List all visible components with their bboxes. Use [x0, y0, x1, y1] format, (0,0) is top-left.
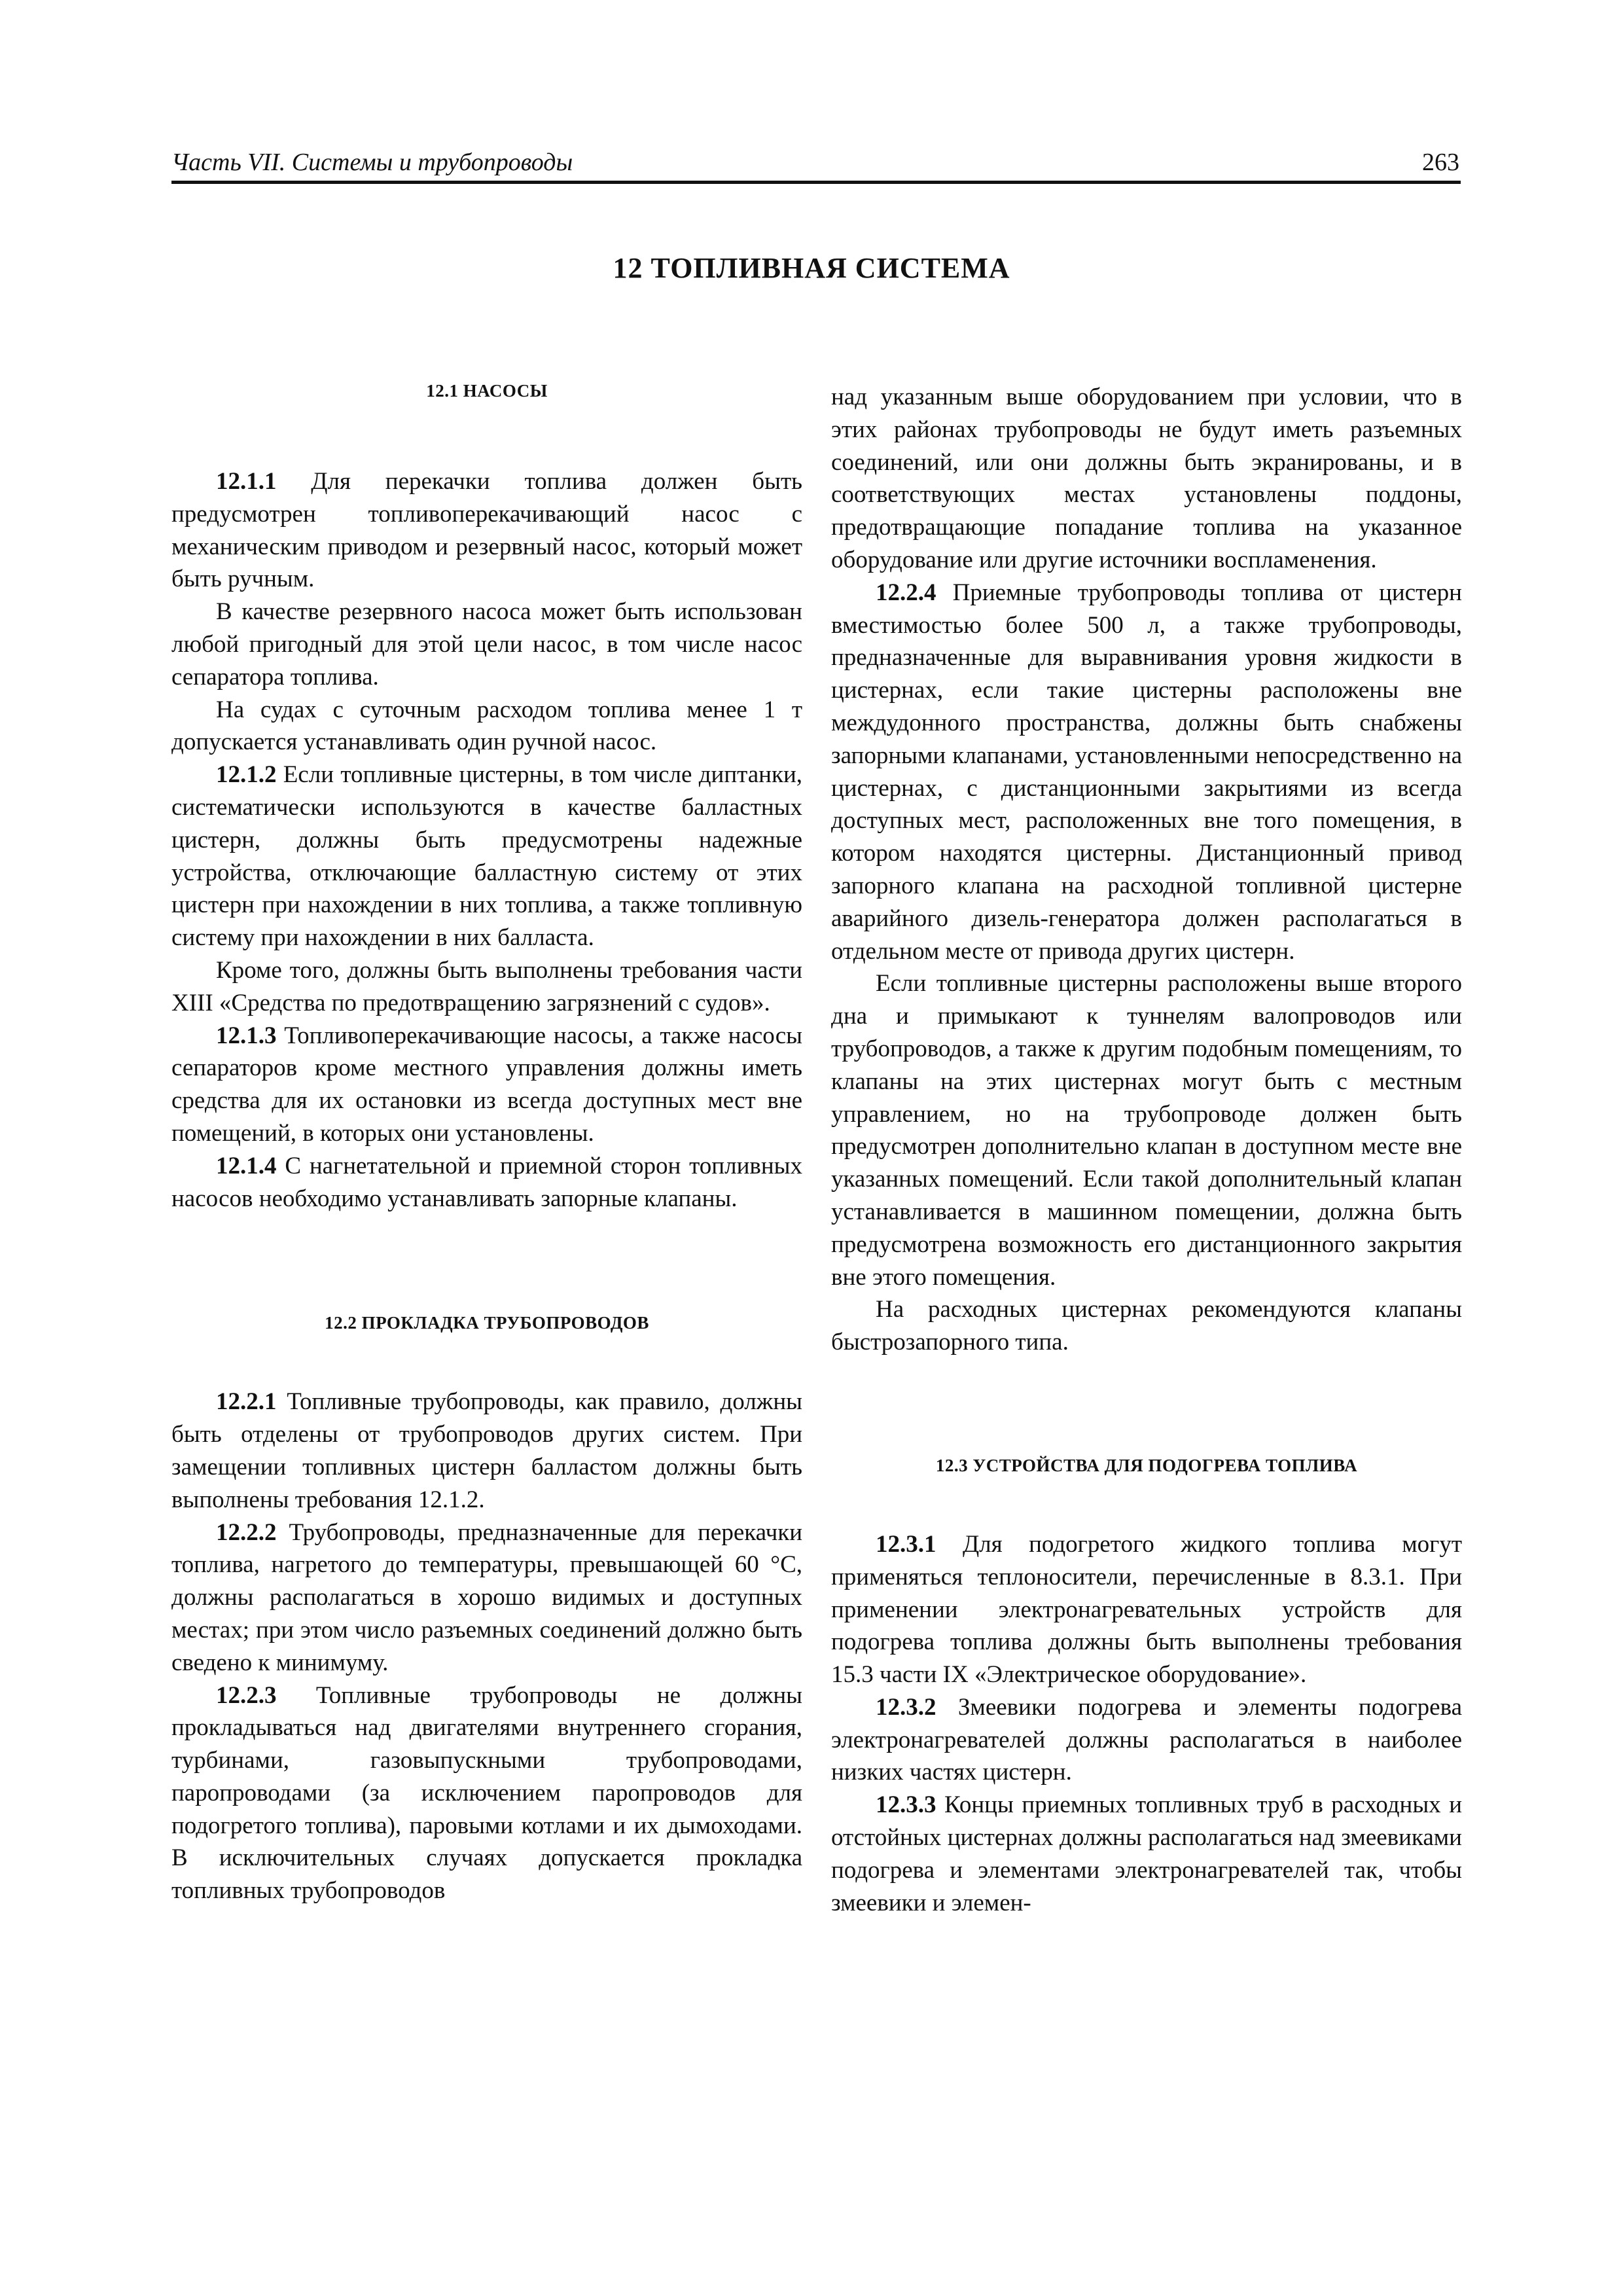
paragraph-number: 12.3.1 [876, 1530, 936, 1558]
paragraph-text: Приемные трубопроводы топлива от цистерн вместимостью более 500 л, а также трубопроводы, предназначенные для выравнивания уровня жидкости в цистернах, если такие цистерны расположены вне междудонного пространства, должны быть снабжены запорными клапанами, установленными непосредственно на цистернах, с дистанционными закрытиями из всегда доступных мест, расположенных вне того помещения, в котором находятся цистерны. Дистанционный привод запорного клапана на расходной топливной цистерне аварийного дизель-генератора должен располагаться в отдельном месте от привода других цистерн. [831, 579, 1462, 965]
paragraph-text: Змеевики подогрева и элементы подогрева электронагревателей должны располагаться в наиболее низких частях цистерн. [831, 1693, 1462, 1786]
paragraph-12-3-3 [831, 1789, 1462, 1919]
paragraph-12-2-2 [171, 1516, 802, 1679]
header-title: Часть VII. Системы и трубопроводы [171, 149, 573, 176]
paragraph-number: 12.3.3 [876, 1791, 936, 1819]
paragraph-12-2-4 [831, 577, 1462, 968]
running-header [171, 143, 1461, 184]
chapter-title: 12 ТОПЛИВНАЯ СИСТЕМА [613, 252, 1010, 284]
paragraph-text: Для подогретого жидкого топлива могут применяться теплоносители, перечисленные в 8.3.1. При применении электронагревательных устройств для подогрева топлива должны быть выполнены требования 15.3 части IX «Электрическое оборудование». [831, 1530, 1462, 1689]
paragraph-number: 12.3.2 [876, 1693, 936, 1721]
section-title-12-1: 12.1 НАСОСЫ [426, 381, 548, 401]
paragraph-12-1-2 [171, 759, 802, 954]
paragraph-reserve-pump: В качестве резервного насоса может быть использован любой пригодный для этой цели насос, в том числе насос сепаратора топлива. [171, 598, 802, 691]
paragraph-12-1-3 [171, 1020, 802, 1150]
paragraph-tanks-above: Если топливные цистерны расположены выше второго дна и примыкают к туннелям валопроводов или трубопроводов, а также к другим подобным помещениям, то клапаны на этих цистернах могут быть с местным управлением, но на трубопроводе должен быть предусмотрен дополнительно клапан в доступном месте вне указанных помещений. Если такой дополнительный клапан устанавливается в машинном помещении, должна быть предусмотрена возможность его дистанционного закрытия вне этого помещения. [831, 970, 1462, 1291]
paragraph-12-3-1 [831, 1528, 1462, 1691]
paragraph-12-3-2 [831, 1691, 1462, 1789]
paragraph-besides: Кроме того, должны быть выполнены требования части XIII «Средства по предотвращению загрязнений с судов». [171, 956, 802, 1016]
paragraph-text: Топливные трубопроводы не должны прокладываться над двигателями внутреннего сгорания, турбинами, газовыпускными трубопроводами, паропроводами (за исключением паропроводов для подогретого топлива), паровыми котлами и их дымоходами. В исключительных случаях допускается прокладка топливных трубопроводов [171, 1681, 802, 1905]
paragraph-12-2-1 [171, 1386, 802, 1516]
section-title-12-2: 12.2 ПРОКЛАДКА ТРУБОПРОВОДОВ [325, 1313, 649, 1333]
paragraph-number: 12.2.1 [216, 1388, 277, 1416]
right-column [831, 381, 1462, 1919]
paragraph-text: Если топливные цистерны, в том числе диптанки, систематически используются в качестве балластных цистерн, должны быть предусмотрены надежные устройства, отключающие балластную систему от этих цистерн при нахождении в них топлива, а также топливную систему при нахождении в них балласта. [171, 761, 802, 952]
paragraph-number: 12.1.3 [216, 1022, 277, 1049]
paragraph-12-1-4 [171, 1150, 802, 1215]
paragraph-number: 12.1.1 [216, 468, 277, 495]
paragraph-daily-consumption: На судах с суточным расходом топлива менее 1 т допускается устанавливать один ручной насос. [171, 696, 802, 756]
section-title-12-3: 12.3 УСТРОЙСТВА ДЛЯ ПОДОГРЕВА ТОПЛИВА [935, 1455, 1358, 1475]
left-column [171, 381, 802, 1907]
paragraph-number: 12.1.4 [216, 1152, 277, 1179]
paragraph-continuation: над указанным выше оборудованием при условии, что в этих районах трубопроводы не будут иметь разъемных соединений, или они должны быть экранированы, и в соответствующих местах установлены поддоны, предотвращающие попадание топлива на указанное оборудование или другие источники воспламенения. [831, 384, 1462, 573]
paragraph-number: 12.2.2 [216, 1518, 277, 1546]
paragraph-text: Топливоперекачивающие насосы, а также насосы сепараторов кроме местного управления должны иметь средства для их остановки из всегда доступных мест вне помещений, в которых они установлены. [171, 1022, 802, 1147]
paragraph-12-1-1 [171, 465, 802, 596]
paragraph-text: С нагнетательной и приемной сторон топливных насосов необходимо устанавливать запорные клапаны. [171, 1152, 802, 1212]
paragraph-text: Концы приемных топливных труб в расходных и отстойных цистернах должны располагаться над змеевиками подогрева и элементами электронагревателей так, чтобы змеевики и элемен- [831, 1791, 1462, 1916]
paragraph-number: 12.2.4 [876, 579, 936, 606]
paragraph-number: 12.1.2 [216, 761, 277, 789]
paragraph-text: Трубопроводы, предназначенные для перекачки топлива, нагретого до температуры, превышающей 60 °C, должны располагаться в хорошо видимых и доступных местах; при этом число разъемных соединений должно быть сведено к минимуму. [171, 1518, 802, 1676]
paragraph-service-tanks: На расходных цистернах рекомендуются клапаны быстрозапорного типа. [831, 1296, 1462, 1356]
paragraph-text: Для перекачки топлива должен быть предусмотрен топливоперекачивающий насос с механическим приводом и резервный насос, который может быть ручным. [171, 468, 802, 593]
page-number: 263 [1422, 149, 1459, 176]
paragraph-12-2-3 [171, 1679, 802, 1908]
paragraph-text: Топливные трубопроводы, как правило, должны быть отделены от трубопроводов других систем. При замещении топливных цистерн балластом должны быть выполнены требования 12.1.2. [171, 1388, 802, 1513]
paragraph-number: 12.2.3 [216, 1681, 277, 1709]
